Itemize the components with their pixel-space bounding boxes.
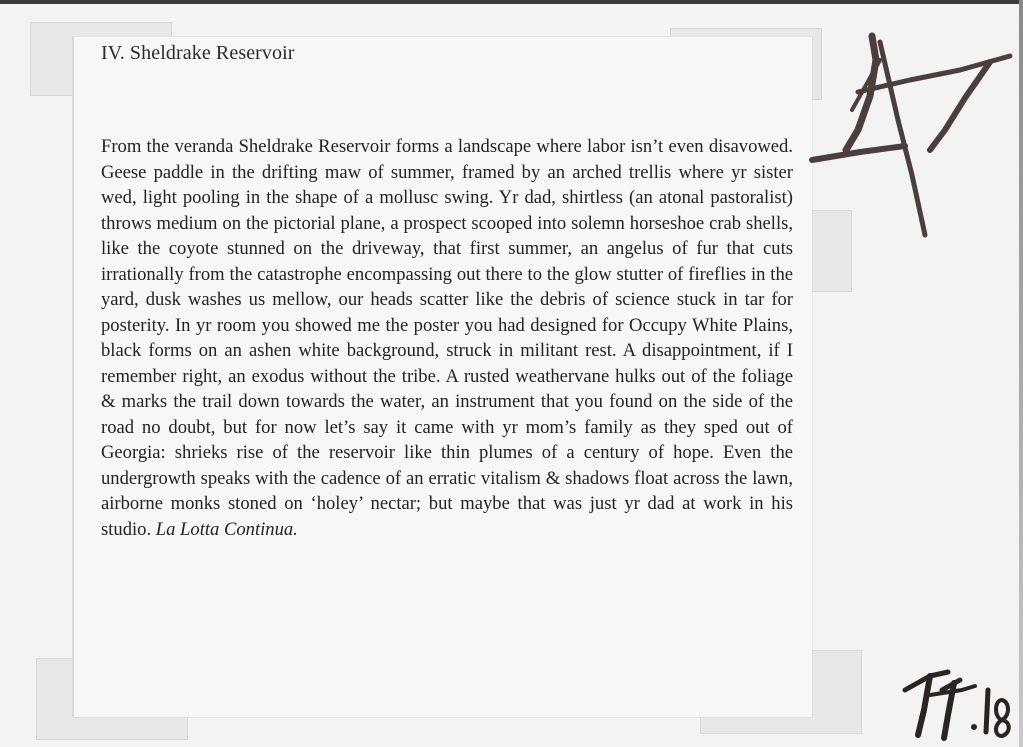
poem-body-text: From the veranda Sheldrake Reservoir forms a landscape where labor isn’t even disavowed. Geese paddle in the drifting maw of summer, framed by an arched trellis where yr sister wed, light pooling in the shape of a mollusc swing. Yr dad, shirtless (an atonal pastoralist) throws medium on the pictorial plane, a prospect scooped into solemn horseshoe crab shells, like the coyote stunned on the driveway, that first summer, an angelus of fur that cuts irrationally from the catastrophe encompassing out there to the glow stutter of fireflies in the yard, dusk washes us mellow, our heads scatter like the debris of science stuck in tar for posterity. In yr room you showed me the poster you had designed for Occupy White Plains, black forms on an ashen white background, struck in militant rest. A disappointment, if I remember right, an exodus without the tribe. A rusted weathervane hulks out of the foliage & marks the trail down towards the water, an instrument that you found on the side of the road no doubt, but for now let’s say it came with yr mom’s family as they sped out of Georgia: shrieks rise of the reservoir like thin plumes of a century of hope. Even the undergrowth speaks with the cadence of an erratic vitalism & shadows float across the lawn, airborne monks stoned on ‘holey’ nectar; but maybe that was just yr dad at work in his studio.	[101, 136, 793, 540]
scan-edge-right	[1019, 0, 1023, 747]
page-number-47-mark	[812, 36, 1010, 235]
poem-body	[101, 134, 793, 542]
section-title: IV. Sheldrake Reservoir	[101, 42, 295, 64]
scan-edge-top	[0, 0, 1023, 4]
date-mark	[905, 672, 1009, 738]
poem-closing-italic: La Lotta Continua.	[155, 518, 298, 540]
